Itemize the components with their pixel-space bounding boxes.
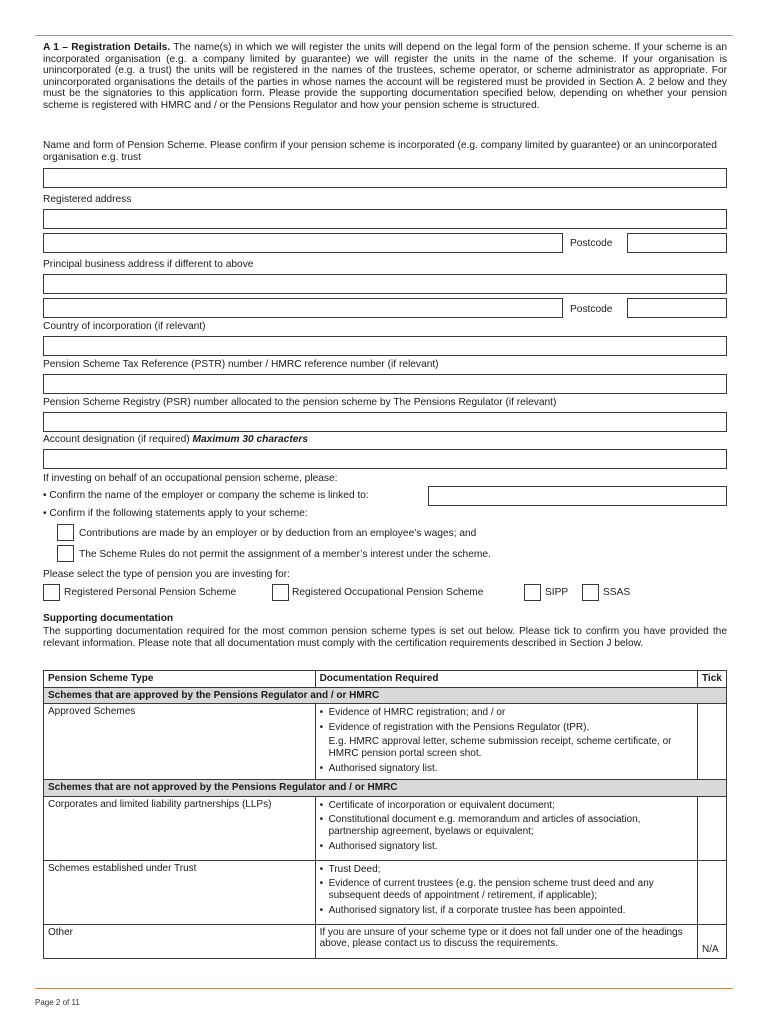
table-row [44, 704, 727, 780]
documentation-table [43, 670, 727, 959]
registration-intro [43, 42, 727, 112]
account-designation-text: Account designation (if required) [43, 434, 190, 445]
list-item: • Trust Deed; [320, 864, 693, 876]
section-not-approved-title: Schemes that are not approved by the Pensions Regulator and / or HMRC [44, 780, 727, 797]
list-item: • Authorised signatory list. [320, 841, 693, 853]
pstr-label: Pension Scheme Tax Reference (PSTR) number / HMRC reference number (if relevant) [43, 359, 439, 370]
corp-type-cell: Corporates and limited liability partnerships (LLPs) [44, 796, 316, 860]
country-label: Country of incorporation (if relevant) [43, 321, 206, 332]
list-item: • Authorised signatory list. [320, 763, 693, 775]
statement-2-checkbox[interactable] [57, 545, 74, 562]
employer-bullet-text: Confirm the name of the employer or company the scheme is linked to: [49, 490, 369, 501]
list-item: • Evidence of HMRC registration; and / or [320, 707, 693, 719]
country-input[interactable] [43, 336, 727, 356]
ssas-checkbox[interactable] [582, 584, 599, 601]
psr-input[interactable] [43, 412, 727, 432]
principal-address-label: Principal business address if different to above [43, 259, 254, 270]
personal-pension-checkbox[interactable] [43, 584, 60, 601]
list-item: • Certificate of incorporation or equivalent document; [320, 800, 693, 812]
other-tick-cell: N/A [697, 924, 726, 958]
approved-type-cell: Approved Schemes [44, 704, 316, 780]
header-scheme-type: Pension Scheme Type [44, 671, 316, 688]
registered-postcode-input[interactable] [627, 233, 727, 253]
intro-text: The name(s) in which we will register the units will depend on the legal form of the pension scheme. If your scheme is an incorporated organisation (e.g. a company limited by guarantee) we will register the units in the name of the scheme. If your organisation is unincorporated (e.g. a trust) the units will be registered in the names of the trustees, scheme operator, or scheme administrator as appropriate. For unincorporated organisations the details of the parties in whose names the account will be registered must be provided in Section A. 2 below and they must be the signatories to this application form. Please provide the supporting documentation specified below, depending on whether your pension scheme is registered with HMRC and / or the Pensions Regulator and how your pension scheme is structured. [43, 42, 727, 111]
page-number: Page 2 of 11 [35, 998, 80, 1007]
corp-tick-cell[interactable] [697, 796, 726, 860]
table-row [44, 860, 727, 924]
supporting-text: The supporting documentation required for the most common pension scheme types is set out below. Please tick to confirm you have provided the relevant information. Please note that all documentation must comply with the certification requirements described in Section J below. [43, 626, 727, 649]
section-heading: A 1 – Registration Details. [43, 42, 171, 53]
principal-postcode-input[interactable] [627, 298, 727, 318]
trust-tick-cell[interactable] [697, 860, 726, 924]
table-row [44, 796, 727, 860]
section-approved-title: Schemes that are approved by the Pensions Regulator and / or HMRC [44, 687, 727, 704]
approved-docs-cell [315, 704, 697, 780]
header-tick: Tick [697, 671, 726, 688]
principal-address-line2-input[interactable] [43, 298, 563, 318]
employer-bullet: • Confirm the name of the employer or company the scheme is linked to: [43, 490, 369, 501]
supporting-title [43, 613, 173, 625]
occupational-pension-label: Registered Occupational Pension Scheme [292, 587, 484, 598]
psr-label: Pension Scheme Registry (PSR) number allocated to the pension scheme by The Pensions Regulator (if relevant) [43, 397, 557, 408]
employer-name-input[interactable] [428, 486, 727, 506]
approved-tick-cell[interactable] [697, 704, 726, 780]
registered-address-line1-input[interactable] [43, 209, 727, 229]
other-docs-cell: If you are unsure of your scheme type or it does not fall under one of the headings above, please contact us to discuss the requirements. [315, 924, 697, 958]
list-item: • Constitutional document e.g. memorandum and articles of association, partnership agreement, byelaws or equivalent; [320, 814, 693, 837]
table-row [44, 924, 727, 958]
top-rule [35, 35, 733, 36]
bottom-rule [35, 988, 733, 989]
statements-bullet-text: Confirm if the following statements apply to your scheme: [49, 508, 308, 519]
scheme-name-input[interactable] [43, 168, 727, 188]
list-item: E.g. HMRC approval letter, scheme submission receipt, scheme certificate, or HMRC pension portal screen shot. [328, 736, 672, 759]
postcode-label: Postcode [570, 238, 613, 249]
trust-type-cell: Schemes established under Trust [44, 860, 316, 924]
corp-docs-cell [315, 796, 697, 860]
table-header-row [44, 671, 727, 688]
supporting-title-text: Supporting documentation [43, 613, 174, 624]
postcode-label-2: Postcode [570, 304, 613, 315]
occupational-pension-checkbox[interactable] [272, 584, 289, 601]
principal-address-line1-input[interactable] [43, 274, 727, 294]
ssas-label: SSAS [603, 587, 631, 598]
sipp-label: SIPP [545, 587, 569, 598]
trust-docs-cell [315, 860, 697, 924]
list-item: • Evidence of registration with the Pensions Regulator (tPR), [320, 722, 693, 734]
personal-pension-label: Registered Personal Pension Scheme [64, 587, 237, 598]
list-item: • Evidence of current trustees (e.g. the pension scheme trust deed and any subsequent deeds of appointment / retirement, if applicable); [320, 878, 693, 901]
pstr-input[interactable] [43, 374, 727, 394]
statements-bullet: • Confirm if the following statements apply to your scheme: [43, 508, 308, 519]
account-designation-input[interactable] [43, 449, 727, 469]
sipp-checkbox[interactable] [524, 584, 541, 601]
other-type-cell: Other [44, 924, 316, 958]
account-designation-note: Maximum 30 characters [192, 434, 309, 445]
name-form-label: Name and form of Pension Scheme. Please confirm if your pension scheme is incorporated (e.g. company limited by guarantee) or an unincorporated organisation e.g. trust [43, 140, 717, 163]
list-item: • Authorised signatory list, if a corporate trustee has been appointed. [320, 905, 693, 917]
occupational-intro: If investing on behalf of an occupational pension scheme, please: [43, 473, 338, 484]
account-designation-label [43, 434, 308, 446]
header-documentation: Documentation Required [315, 671, 697, 688]
section-row-approved [44, 687, 727, 704]
registered-address-label: Registered address [43, 194, 132, 205]
statement-1-text: Contributions are made by an employer or by deduction from an employee’s wages; and [79, 528, 477, 539]
statement-2-text: The Scheme Rules do not permit the assignment of a member’s interest under the scheme. [79, 549, 491, 560]
section-row-not-approved [44, 780, 727, 797]
pension-type-prompt: Please select the type of pension you are investing for: [43, 569, 290, 580]
registered-address-line2-input[interactable] [43, 233, 563, 253]
statement-1-checkbox[interactable] [57, 524, 74, 541]
